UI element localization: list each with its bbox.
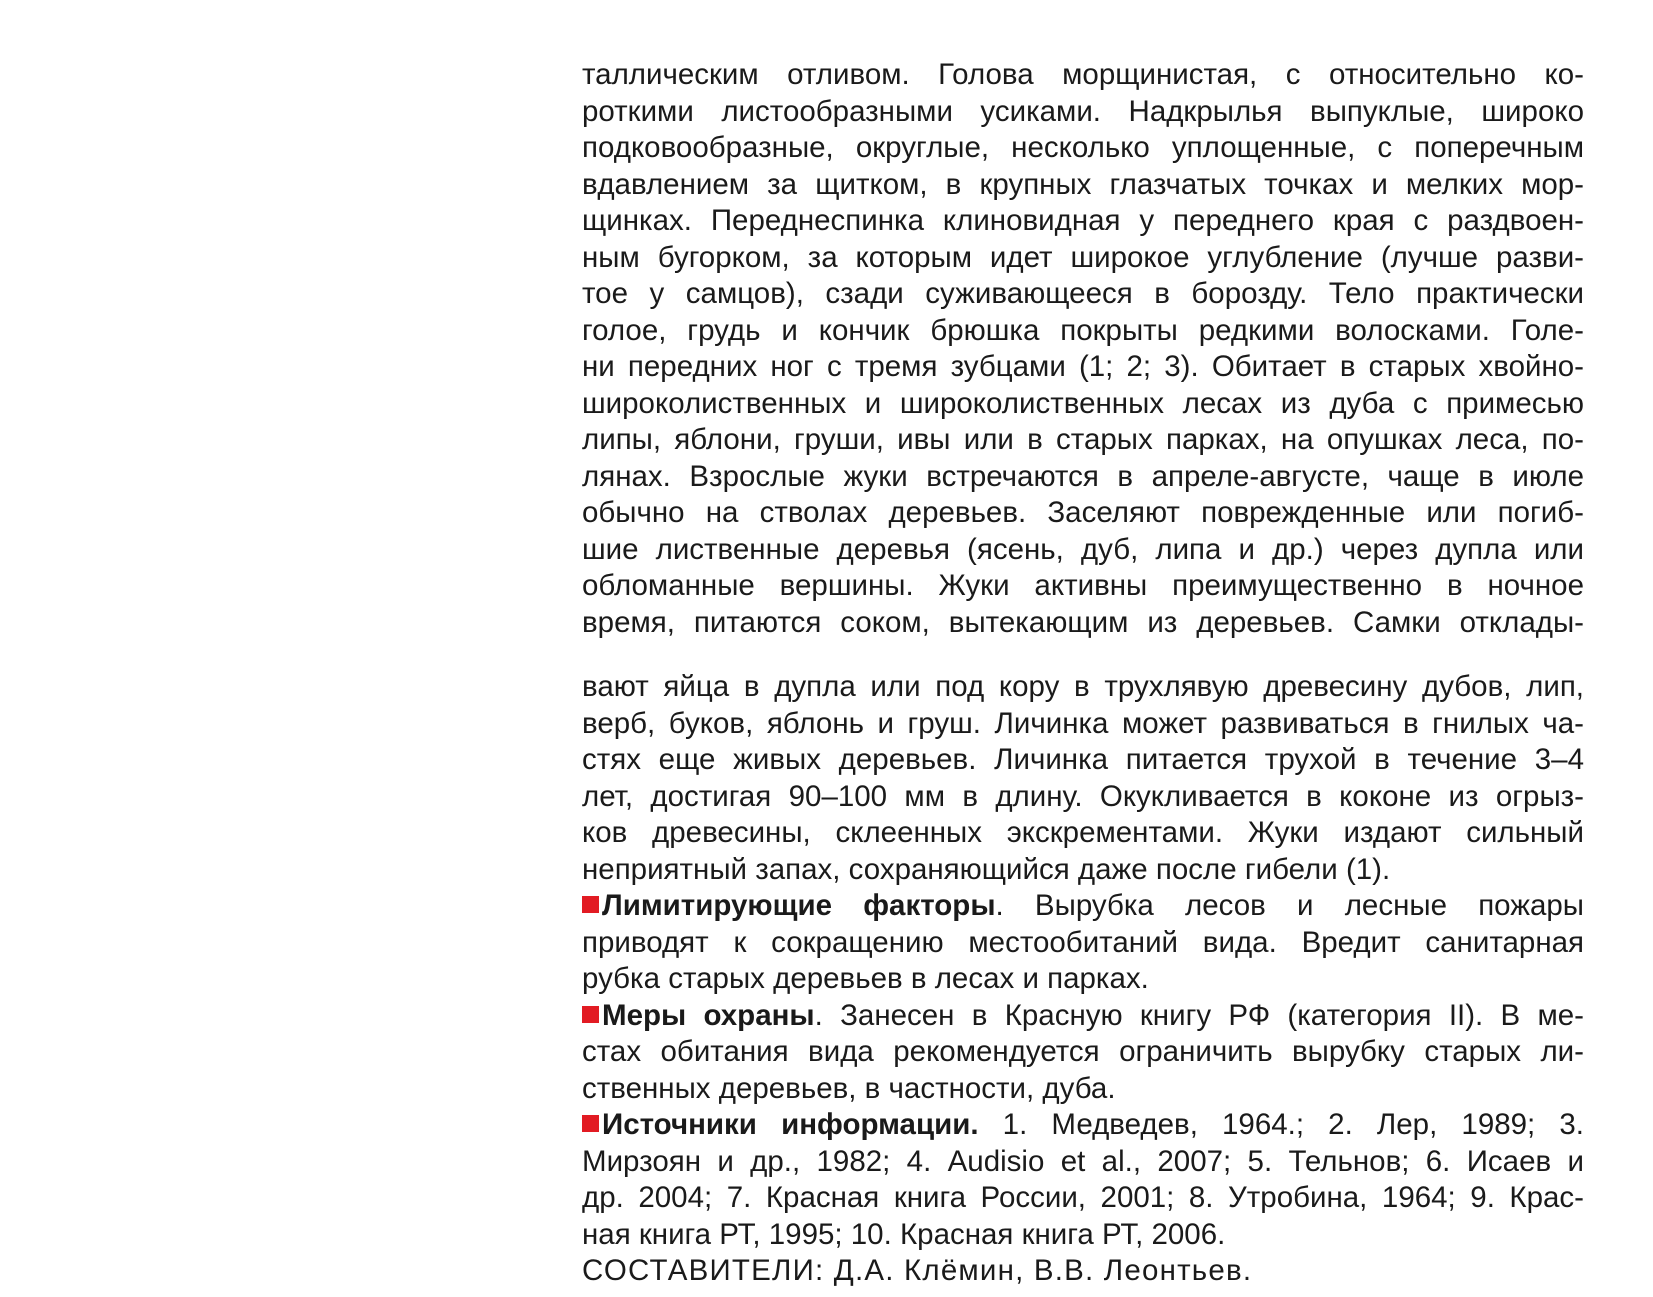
protection-text: . Занесен в Красную книгу РФ (категория II). В ме- [814, 998, 1584, 1032]
text-line: голое, грудь и кончик брюшка покрыты редкими волосками. Голе- [582, 313, 1584, 347]
limiting-factors-first-line [582, 888, 1584, 925]
section-marker-icon [582, 1006, 599, 1023]
text-line: ная книга РТ, 1995; 10. Красная книга РТ, 2006. [582, 1217, 1226, 1251]
text-line: рубка старых деревьев в лесах и парках. [582, 962, 1149, 995]
text-line: ков древесины, склеенных экскрементами. Жуки издают сильный [582, 816, 1584, 849]
sources-first-line [582, 1107, 1584, 1144]
text-block-top [582, 57, 1602, 641]
text-line: неприятный запах, сохраняющийся даже после гибели (1). [582, 852, 1391, 886]
text-line: таллическим отливом. Голова морщинистая, с относительно ко- [582, 58, 1584, 91]
text-line: ным бугорком, за которым идет широкое углубление (лучше разви- [582, 240, 1584, 274]
text-line: Мирзоян и др., 1982; 4. Audisio et al., 2007; 5. Тельнов; 6. Исаев и [582, 1144, 1584, 1178]
text-line: вают яйца в дупла или под кору в трухлявую древесину дубов, лип, [582, 670, 1584, 703]
text-line: роткими листообразными усиками. Надкрылья выпуклые, широко [582, 94, 1584, 128]
text-line: шие лиственные деревья (ясень, дуб, липа и др.) через дупла или [582, 532, 1584, 566]
protection-heading: Меры охраны [602, 998, 815, 1032]
section-marker-icon [582, 896, 599, 913]
text-line: время, питаются соком, вытекающим из деревьев. Самки отклады- [582, 605, 1584, 639]
sources-heading: Источники информации. [602, 1108, 979, 1141]
limiting-factors-text: . Вырубка лесов и лесные пожары [995, 889, 1584, 922]
text-line: вдавлением за щитком, в крупных глазчатых точках и мелких мор- [582, 167, 1584, 201]
text-line: ни передних ног с тремя зубцами (1; 2; 3). Обитает в старых хвойно- [582, 350, 1584, 383]
text-line: верб, буков, яблонь и груш. Личинка может развиваться в гнилых ча- [582, 706, 1584, 740]
text-line: подковообразные, округлые, несколько уплощенные, с поперечным [582, 131, 1584, 164]
text-line: ственных деревьев, в частности, дуба. [582, 1071, 1116, 1105]
text-line: стях еще живых деревьев. Личинка питается трухой в течение 3–4 [582, 743, 1584, 776]
authors-line: СОСТАВИТЕЛИ: Д.А. Клёмин, В.В. Леонтьев. [582, 1254, 1253, 1287]
limiting-factors-heading: Лимитирующие факторы [602, 889, 996, 922]
section-marker-icon [582, 1115, 599, 1132]
sources-text: 1. Медведев, 1964.; 2. Лер, 1989; 3. [978, 1108, 1584, 1141]
text-line: тое у самцов), сзади суживающееся в борозду. Тело практически [582, 277, 1584, 310]
text-line: обломанные вершины. Жуки активны преимущественно в ночное [582, 569, 1584, 602]
text-line: стах обитания вида рекомендуется ограничить вырубку старых ли- [582, 1035, 1584, 1068]
text-line: обычно на стволах деревьев. Заселяют поврежденные или погиб- [582, 496, 1584, 529]
text-line: др. 2004; 7. Красная книга России, 2001; 8. Утробина, 1964; 9. Крас- [582, 1181, 1584, 1214]
text-line: щинках. Переднеспинка клиновидная у переднего края с раздвоен- [582, 204, 1584, 237]
text-line: широколиственных и широколиственных лесах из дуба с примесью [582, 386, 1584, 420]
text-block-main [582, 669, 1584, 1290]
text-line: липы, яблони, груши, ивы или в старых парках, на опушках леса, по- [582, 423, 1584, 456]
text-line: приводят к сокращению местообитаний вида. Вредит санитарная [582, 925, 1584, 959]
protection-first-line [582, 998, 1584, 1035]
text-line: лянах. Взрослые жуки встречаются в апреле-августе, чаще в июле [582, 459, 1584, 493]
text-line: лет, достигая 90–100 мм в длину. Окукливается в коконе из огрыз- [582, 779, 1584, 813]
